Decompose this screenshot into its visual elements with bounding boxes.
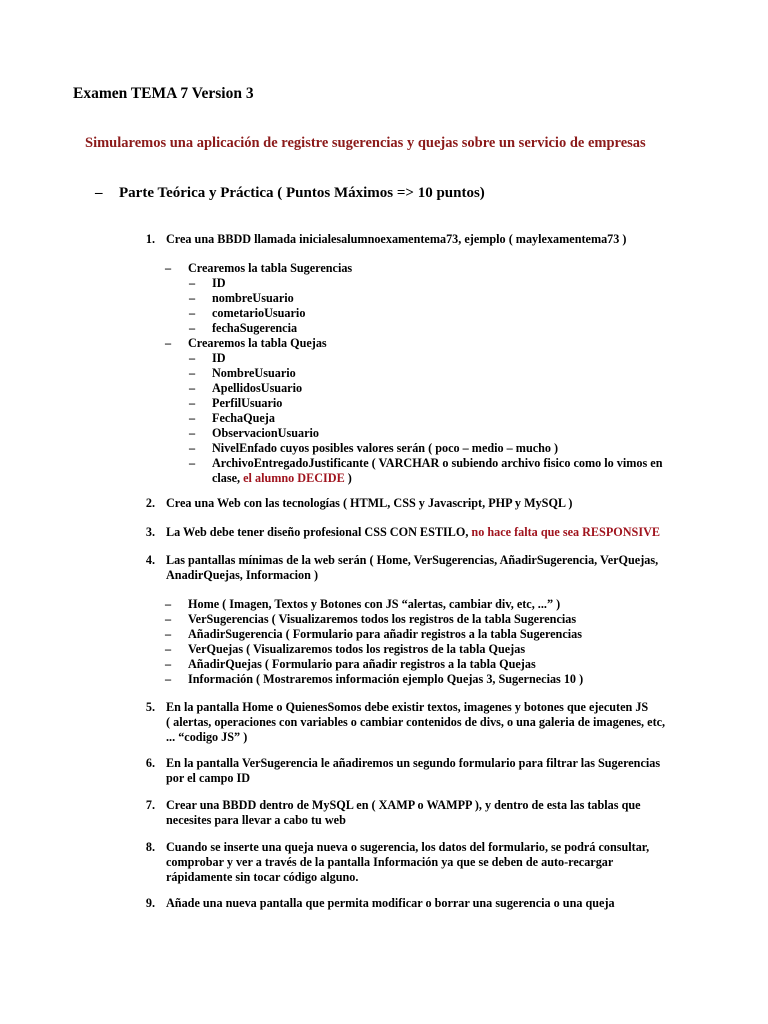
text-segment: clase, bbox=[212, 471, 244, 485]
item-text-line: por el campo ID bbox=[166, 771, 251, 785]
field-item: PerfilUsuario bbox=[212, 396, 283, 410]
dash: – bbox=[165, 597, 172, 611]
field-item: ID bbox=[212, 351, 226, 365]
item-text: Añade una nueva pantalla que permita modificar o borrar una sugerencia o una queja bbox=[166, 896, 615, 910]
field-item: fechaSugerencia bbox=[212, 321, 298, 335]
dash: – bbox=[165, 336, 172, 350]
item-text-line: rápidamente sin tocar código alguno. bbox=[166, 870, 359, 884]
dash: – bbox=[165, 261, 172, 275]
highlight-text: el alumno DECIDE bbox=[243, 471, 345, 485]
dash: – bbox=[189, 351, 196, 365]
dash: – bbox=[165, 657, 172, 671]
dash: – bbox=[189, 366, 196, 380]
item-text: Crea una Web con las tecnologías ( HTML, CSS y Javascript, PHP y MySQL ) bbox=[166, 496, 573, 510]
screen-item: VerSugerencias ( Visualizaremos todos los registros de la tabla Sugerencias bbox=[188, 612, 577, 626]
dash: – bbox=[189, 426, 196, 440]
item-text: Crea una BBDD llamada inicialesalumnoexamentema73, ejemplo ( maylexamentema73 ) bbox=[166, 232, 627, 246]
item-text-line: Crear una BBDD dentro de MySQL en ( XAMP o WAMPP ), y dentro de esta las tablas que bbox=[166, 798, 641, 812]
field-item: FechaQueja bbox=[212, 411, 275, 425]
item-number: 1. bbox=[145, 232, 155, 246]
item-number: 7. bbox=[145, 798, 155, 812]
quejas-title: Crearemos la tabla Quejas bbox=[188, 336, 327, 350]
part-dash: – bbox=[95, 185, 103, 201]
dash: – bbox=[189, 291, 196, 305]
dash: – bbox=[189, 396, 196, 410]
dash: – bbox=[189, 321, 196, 335]
item-number: 4. bbox=[145, 553, 155, 567]
item-text-line: En la pantalla Home o QuienesSomos debe existir textos, imagenes y botones que ejecuten JS bbox=[166, 700, 649, 714]
item-number: 8. bbox=[145, 840, 155, 854]
field-item-continued bbox=[212, 471, 352, 486]
part-heading: Parte Teórica y Práctica ( Puntos Máximos => 10 puntos) bbox=[119, 185, 485, 201]
item-text-line: AnadirQuejas, Informacion ) bbox=[166, 568, 319, 582]
dash: – bbox=[189, 306, 196, 320]
item-number: 9. bbox=[145, 896, 155, 910]
screen-item: Información ( Mostraremos información ejemplo Quejas 3, Sugernecias 10 ) bbox=[188, 672, 584, 686]
dash: – bbox=[189, 411, 196, 425]
screen-item: AñadirQuejas ( Formulario para añadir registros a la tabla Quejas bbox=[188, 657, 536, 671]
dash: – bbox=[189, 381, 196, 395]
field-item: ObservacionUsuario bbox=[212, 426, 319, 440]
doc-subtitle: Simularemos una aplicación de registre sugerencias y quejas sobre un servicio de empresas bbox=[85, 135, 646, 151]
item-number: 5. bbox=[145, 700, 155, 714]
item-text-line: Las pantallas mínimas de la web serán ( Home, VerSugerencias, AñadirSugerencia, VerQuejas, bbox=[166, 553, 659, 567]
field-item: NivelEnfado cuyos posibles valores serán ( poco – medio – mucho ) bbox=[212, 441, 559, 455]
field-item: ApellidosUsuario bbox=[212, 381, 303, 395]
dash: – bbox=[189, 276, 196, 290]
item-text-line: comprobar y ver a través de la pantalla Información ya que se deben de auto-recargar bbox=[166, 855, 614, 869]
item-number: 6. bbox=[145, 756, 155, 770]
dash: – bbox=[189, 456, 196, 470]
field-item: ArchivoEntregadoJustificante ( VARCHAR o subiendo archivo fisico como lo vimos en bbox=[212, 456, 663, 470]
dash: – bbox=[189, 441, 196, 455]
item-text-line: ... “codigo JS” ) bbox=[166, 730, 248, 744]
screen-item: AñadirSugerencia ( Formulario para añadir registros a la tabla Sugerencias bbox=[188, 627, 582, 641]
item-text-line: Cuando se inserte una queja nueva o sugerencia, los datos del formulario, se podrá consultar, bbox=[166, 840, 650, 854]
field-item: NombreUsuario bbox=[212, 366, 296, 380]
item-text-line: En la pantalla VerSugerencia le añadiremos un segundo formulario para filtrar las Sugerencias bbox=[166, 756, 661, 770]
item-number: 3. bbox=[145, 525, 155, 539]
dash: – bbox=[165, 672, 172, 686]
doc-title: Examen TEMA 7 Version 3 bbox=[73, 85, 254, 102]
sugerencias-title: Crearemos la tabla Sugerencias bbox=[188, 261, 353, 275]
dash: – bbox=[165, 627, 172, 641]
field-item: cometarioUsuario bbox=[212, 306, 306, 320]
dash: – bbox=[165, 612, 172, 626]
item-text-line: necesites para llevar a cabo tu web bbox=[166, 813, 346, 827]
field-item: nombreUsuario bbox=[212, 291, 294, 305]
item-text-line: ( alertas, operaciones con variables o cambiar contenidos de divs, o una galeria de imagenes, etc, bbox=[166, 715, 666, 729]
field-item: ID bbox=[212, 276, 226, 290]
screen-item: VerQuejas ( Visualizaremos todos los registros de la tabla Quejas bbox=[188, 642, 526, 656]
text-segment: La Web debe tener diseño profesional CSS CON ESTILO, bbox=[166, 525, 472, 539]
dash: – bbox=[165, 642, 172, 656]
text-segment: ) bbox=[344, 471, 352, 485]
highlight-text: no hace falta que sea RESPONSIVE bbox=[471, 525, 661, 539]
item-number: 2. bbox=[145, 496, 155, 510]
screen-item: Home ( Imagen, Textos y Botones con JS “alertas, cambiar div, etc, ...” ) bbox=[188, 597, 561, 611]
item-text bbox=[166, 525, 660, 540]
